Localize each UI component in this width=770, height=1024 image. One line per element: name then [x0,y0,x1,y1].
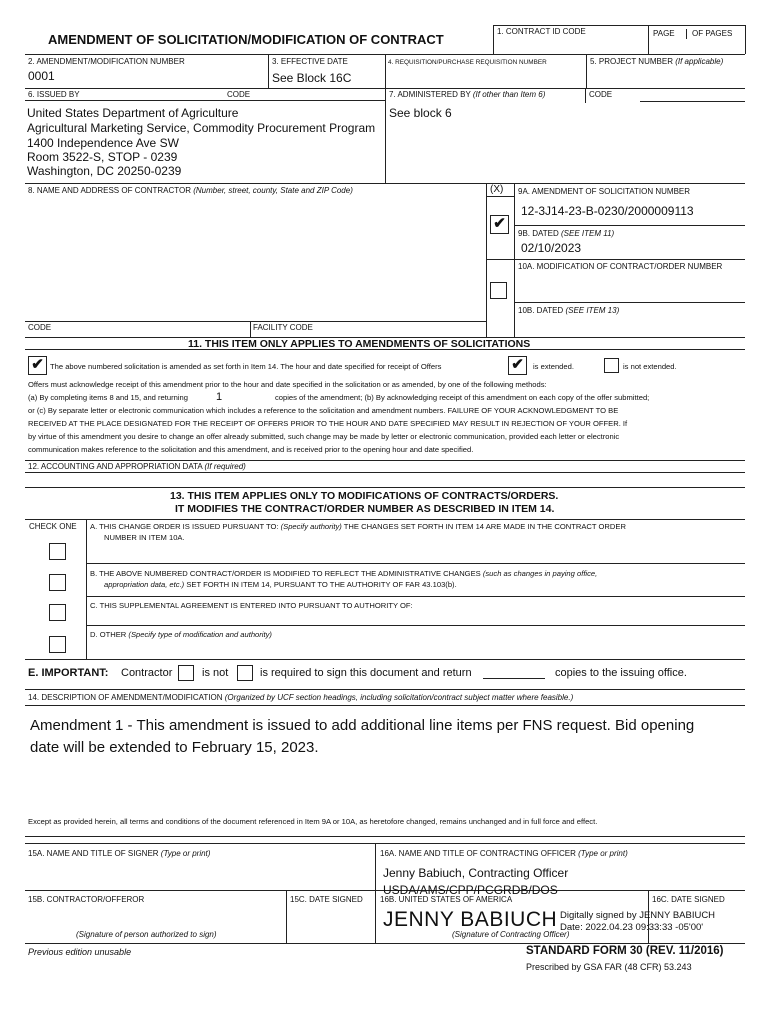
contractor-offeror-label: 15B. CONTRACTOR/OFFEROR [28,895,145,904]
section-11-line-1: The above numbered solicitation is amended as set forth in Item 14. The hour and date specified for receipt of Offers [50,362,442,371]
checkbox-11-amended[interactable]: ✔ [28,356,47,375]
issuer-line-4: Room 3522-S, STOP - 0239 [27,150,178,164]
officer-unit-clipped: USDA/AMS/CPP/PCGRDB/DOS [383,883,558,897]
requisition-number-label: 4. REQUISITION/PURCHASE REQUISITION NUMBER [388,59,547,66]
issued-by-label: 6. ISSUED BY [28,90,80,99]
section-11-line-5: RECEIVED AT THE PLACE DESIGNATED FOR THE RECEIPT OF OFFERS PRIOR TO THE HOUR AND DATE SPECIFIED MAY RESULT IN REJECTION OF YOUR OFFER. If [28,419,628,428]
amend-solicitation-value: 12-3J14-23-B-0230/2000009113 [521,204,694,218]
accounting-data-label: 12. ACCOUNTING AND APPROPRIATION DATA (If required) [28,462,246,471]
checkbox-13b[interactable] [49,574,66,591]
section-11-heading: 11. THIS ITEM ONLY APPLIES TO AMENDMENTS OF SOLICITATIONS [188,338,531,350]
checkbox-13d[interactable] [49,636,66,653]
effective-date-label: 3. EFFECTIVE DATE [272,57,348,66]
prescribed-text: Prescribed by GSA FAR (48 CFR) 53.243 [526,962,692,972]
issuer-line-2: Agricultural Marketing Service, Commodity Procurement Program [27,121,376,135]
checkbox-9-checked[interactable]: ✔ [490,215,509,234]
section-11-line-6: by virtue of this amendment you desire to change an offer already submitted, such change may be made by letter or electronic communication, provided each letter or electronic [28,432,620,441]
checkbox-10[interactable] [490,282,507,299]
digital-signature-line-2: Date: 2022.04.23 09:33:33 -05'00' [560,922,704,933]
important-row: E. IMPORTANT: [28,667,109,679]
administered-by-value: See block 6 [389,106,452,120]
dated-10b-label: 10B. DATED (SEE ITEM 13) [518,306,620,315]
issuer-line-1: United States Department of Agriculture [27,106,239,120]
except-text: Except as provided herein, all terms and conditions of the document referenced in Item 9A or 10A, as heretofore changed, remains unchanged and in full force and effect. [28,817,598,826]
checkbox-11-extended[interactable]: ✔ [508,356,527,375]
checkbox-is-required[interactable] [237,665,253,681]
issuer-line-5: Washington, DC 20250-0239 [27,164,182,178]
page-label: PAGE [653,29,675,38]
signature-person-label: (Signature of person authorized to sign) [76,930,217,939]
important-contractor: Contractor [121,667,173,679]
effective-date-value: See Block 16C [272,71,352,85]
section-13-heading-1: 13. THIS ITEM APPLIES ONLY TO MODIFICATIONS OF CONTRACTS/ORDERS. [170,490,559,502]
x-column-label: (X) [490,184,504,195]
facility-code-label: FACILITY CODE [253,323,313,332]
signature-officer-label: (Signature of Contracting Officer) [452,930,570,939]
project-number-label: 5. PROJECT NUMBER (If applicable) [590,57,724,66]
checkbox-13a[interactable] [49,543,66,560]
date-signed-15c-label: 15C. DATE SIGNED [290,895,363,904]
form-number: STANDARD FORM 30 (REV. 11/2016) [526,945,724,957]
is-not-extended-text: is not extended. [623,362,677,371]
section-11-line-2: Offers must acknowledge receipt of this amendment prior to the hour and date specified in the solicitation or as amended, by one of the following methods: [28,380,547,389]
important-copies: copies to the issuing office. [555,667,687,679]
option-b-line-1: B. THE ABOVE NUMBERED CONTRACT/ORDER IS MODIFIED TO REFLECT THE ADMINISTRATIVE CHANGES (such as changes in paying office, [90,569,598,578]
dated-9b-label: 9B. DATED (SEE ITEM 11) [518,229,615,238]
form-title: AMENDMENT OF SOLICITATION/MODIFICATION OF CONTRACT [48,32,444,47]
description-line-2: date will be extended to February 15, 2023. [30,739,319,756]
important-is-required: is required to sign this document and return [260,667,472,679]
date-signed-16c-label: 16C. DATE SIGNED [652,895,725,904]
usa-label: 16B. UNITED STATES OF AMERICA [380,895,513,904]
option-c-text: C. THIS SUPPLEMENTAL AGREEMENT IS ENTERED INTO PURSUANT TO AUTHORITY OF: [90,601,413,610]
copies-returned-value: 1 [216,391,223,403]
administered-code-label: CODE [589,90,613,99]
copies-blank[interactable] [483,678,545,679]
section-13-heading-2: IT MODIFIES THE CONTRACT/ORDER NUMBER AS DESCRIBED IN ITEM 14. [175,503,555,515]
officer-name-label: 16A. NAME AND TITLE OF CONTRACTING OFFICER (Type or print) [380,849,628,858]
option-b-line-2: appropriation data, etc.) SET FORTH IN ITEM 14, PURSUANT TO THE AUTHORITY OF FAR 43.103(b). [104,580,457,589]
option-a-line-1: A. THIS CHANGE ORDER IS ISSUED PURSUANT TO: (Specify authority) THE CHANGES SET FORTH IN ITEM 14 ARE MADE IN THE CONTRACT ORDER [90,522,626,531]
section-11-line-3a: (a) By completing items 8 and 15, and returning [28,393,188,402]
option-d-text: D. OTHER (Specify type of modification and authority) [90,630,272,639]
dated-9b-value: 02/10/2023 [521,241,582,255]
amend-solicitation-label: 9A. AMENDMENT OF SOLICITATION NUMBER [518,187,691,196]
digital-signature-line-1: Digitally signed by JENNY BABIUCH [560,910,716,921]
checkbox-11-not-extended[interactable] [604,358,619,373]
description-label: 14. DESCRIPTION OF AMENDMENT/MODIFICATION (Organized by UCF section headings, including solicitation/contract subject matter where feasible.) [28,693,574,702]
section-11-line-7: communication makes reference to the solicitation and this amendment, and is received prior to the opening hour and date specified. [28,445,474,454]
description-line-1: Amendment 1 - This amendment is issued to add additional line items per FNS request. Bid opening [30,717,695,734]
is-extended-text: is extended. [533,362,574,371]
officer-signature: JENNY BABIUCH [383,908,558,931]
check-one-label: CHECK ONE [29,522,77,531]
administered-by-label: 7. ADMINISTERED BY (If other than Item 6) [389,90,546,99]
issued-code-label: CODE [227,90,251,99]
amendment-number-label: 2. AMENDMENT/MODIFICATION NUMBER [28,57,185,66]
contractor-code-label: CODE [28,323,52,332]
amendment-number-value: 0001 [28,69,55,83]
previous-edition-text: Previous edition unusable [28,947,132,957]
officer-name-value: Jenny Babiuch, Contracting Officer [383,866,569,880]
signer-name-label: 15A. NAME AND TITLE OF SIGNER (Type or print) [28,849,211,858]
important-is-not: is not [202,667,229,679]
modification-10a-label: 10A. MODIFICATION OF CONTRACT/ORDER NUMBER [518,262,723,271]
checkbox-is-not[interactable] [178,665,194,681]
checkbox-13c[interactable] [49,604,66,621]
issuer-line-3: 1400 Independence Ave SW [27,136,179,150]
contractor-address-label: 8. NAME AND ADDRESS OF CONTRACTOR (Number, street, county, State and ZIP Code) [28,186,353,195]
option-a-line-2: NUMBER IN ITEM 10A. [104,533,185,542]
section-11-line-3b: copies of the amendment; (b) By acknowledging receipt of this amendment on each copy of the offer submitted; [275,393,650,402]
contract-id-label: 1. CONTRACT ID CODE [497,27,586,36]
of-pages-label: OF PAGES [692,29,733,38]
section-11-line-4: or (c) By separate letter or electronic communication which includes a reference to the solicitation and amendment numbers. FAILURE OF YOUR ACKNOWLEDGMENT TO BE [28,406,619,415]
